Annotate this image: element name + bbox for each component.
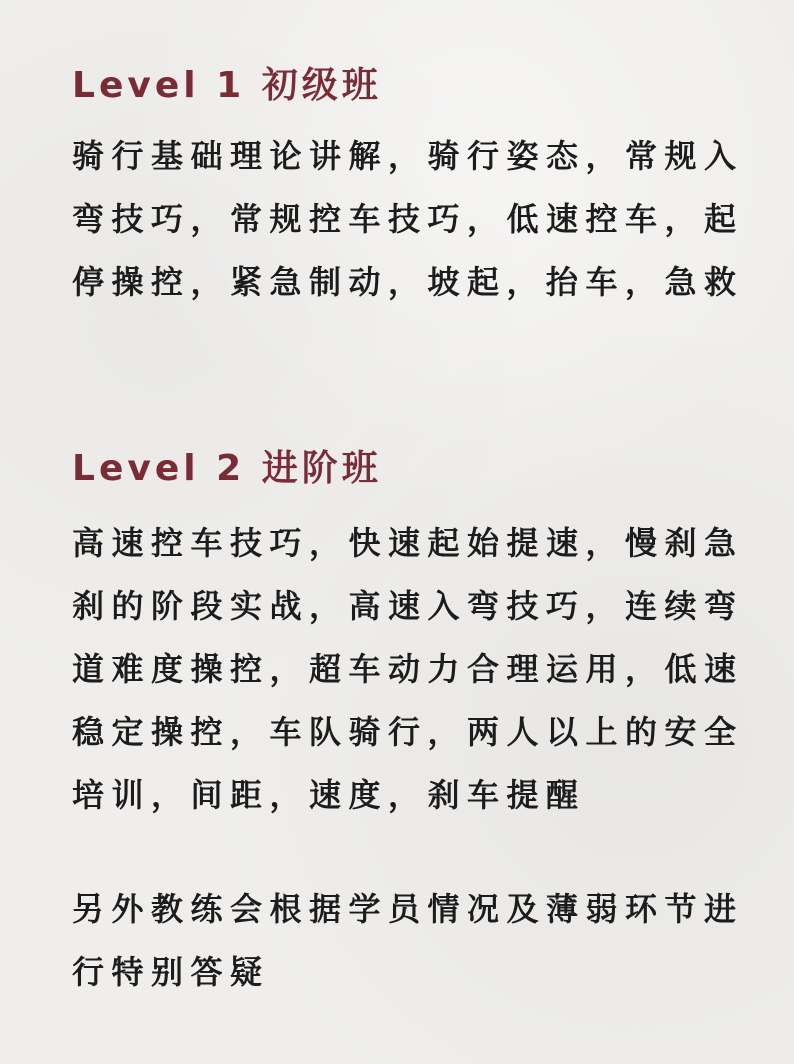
level-1-title: Level 1 初级班 [72,65,382,106]
level-2-title: Level 2 进阶班 [72,448,382,489]
level-1-description: 骑行基础理论讲解，骑行姿态，常规入弯技巧，常规控车技巧，低速控车，起停操控，紧急制动，坡起，抬车，急救 [72,137,744,301]
level-2-description: 高速控车技巧，快速起始提速，慢刹急刹的阶段实战，高速入弯技巧，连续弯道难度操控，超车动力合理运用，低速稳定操控，车队骑行，两人以上的安全培训，间距，速度，刹车提醒 [72,524,744,814]
extra-note: 另外教练会根据学员情况及薄弱环节进行特别答疑 [72,890,744,991]
